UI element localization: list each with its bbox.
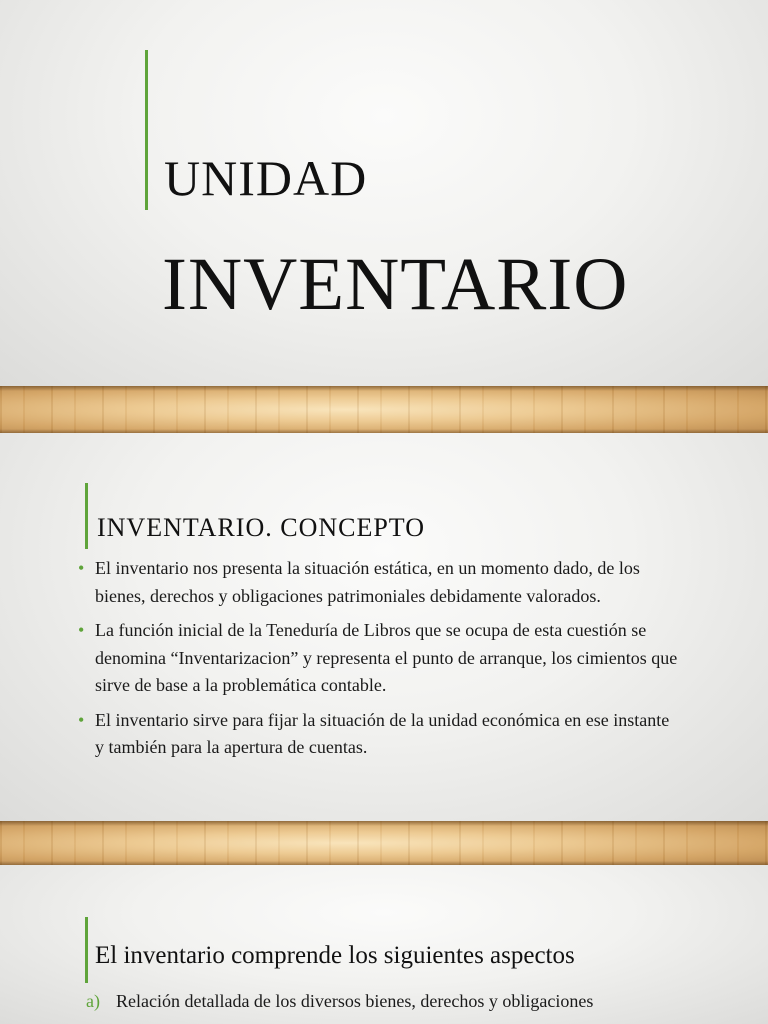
slide-3 — [0, 865, 768, 1024]
bullet-list — [78, 555, 678, 769]
bullet-icon: • — [78, 709, 85, 730]
list-item-text: La función inicial de la Teneduría de Libros que se ocupa de esta cuestión se denomina “Inventarizacion” y representa el punto de arranque, los cimientos que sirve de base a la problemática contable. — [95, 620, 678, 695]
list-marker: a) — [86, 991, 100, 1011]
slide-title: El inventario comprende los siguientes aspectos — [95, 942, 575, 969]
slide-2 — [0, 433, 768, 821]
accent-bar — [85, 483, 88, 549]
accent-bar — [85, 917, 88, 983]
list-item-text: Relación detallada de los diversos bienes, derechos y obligaciones — [116, 991, 594, 1011]
list-item-text: El inventario nos presenta la situación estática, en un momento dado, de los bienes, derechos y obligaciones patrimoniales debidamente valorados. — [95, 558, 640, 606]
slide-1 — [0, 0, 768, 386]
list-item — [78, 707, 678, 762]
accent-bar — [145, 50, 148, 210]
bullet-icon: • — [78, 620, 85, 640]
slide-title: INVENTARIO. CONCEPTO — [97, 513, 425, 542]
bullet-icon: • — [78, 558, 85, 578]
list-item — [78, 555, 678, 610]
slide-subtitle: UNIDAD — [164, 150, 368, 206]
list-item — [78, 617, 678, 700]
list-item-text: El inventario sirve para fijar la situación de la unidad económica en ese instante y también para la apertura de cuentas. — [95, 709, 670, 757]
wood-floor-separator — [0, 821, 768, 865]
wood-floor-separator — [0, 386, 768, 433]
slide-title: INVENTARIO — [162, 243, 629, 326]
